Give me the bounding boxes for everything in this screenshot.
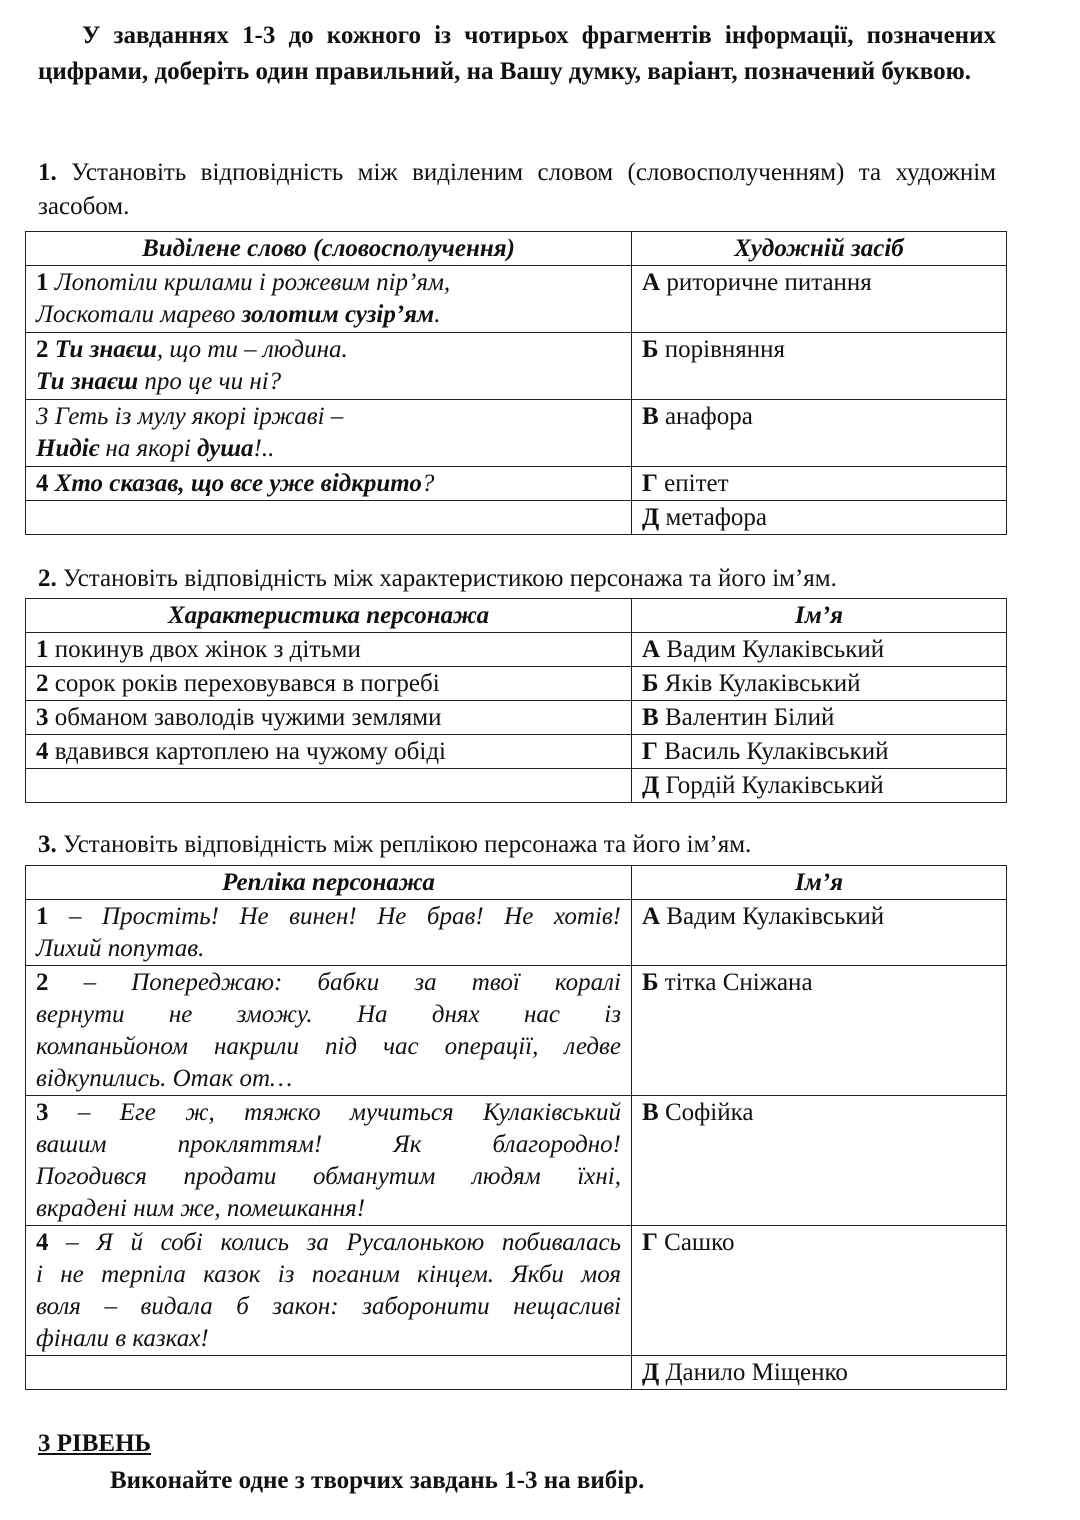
characteristic-cell: 3 обманом заволодів чужими землями (26, 701, 632, 735)
fragment-cell: 2 Ти знаєш, що ти – людина. Ти знаєш про це чи ні? (26, 333, 632, 400)
option-cell: А Вадим Кулаківський (632, 633, 1007, 667)
empty-cell (26, 769, 632, 803)
table-row (26, 1356, 1007, 1390)
table-row (26, 1096, 1007, 1226)
instructions-paragraph: У завданнях 1-3 до кожного із чотирьох фрагментів інформації, позначених цифрами, доберіть один правильний, на Вашу думку, варіант, позначений буквою. (38, 22, 996, 85)
table-header-row (26, 232, 1007, 266)
table-row (26, 266, 1007, 333)
option-cell: Г Сашко (632, 1226, 1007, 1356)
characteristic-cell: 2 сорок років переховувався в погребі (26, 667, 632, 701)
table-row (26, 966, 1007, 1096)
quote-cell: 3 – Еге ж, тяжко мучиться Кулаківський вашим прокляттям! Як благородно! Погодився продати обманутим людям їхні, вкрадені ним же, помешкання! (26, 1096, 632, 1226)
column-header: Репліка персонажа (26, 866, 632, 900)
table-row (26, 333, 1007, 400)
question-3-table (25, 865, 1007, 1390)
question-1-number: 1. (38, 159, 57, 186)
option-cell: Д Данило Міщенко (632, 1356, 1007, 1390)
level-heading: 3 РІВЕНЬ (38, 1430, 152, 1457)
column-header: Ім’я (632, 866, 1007, 900)
option-cell: Б тітка Сніжана (632, 966, 1007, 1096)
table-header-row (26, 866, 1007, 900)
column-header: Характеристика персонажа (26, 599, 632, 633)
option-cell: Б Яків Кулаківський (632, 667, 1007, 701)
table-row (26, 900, 1007, 966)
table-row (26, 667, 1007, 701)
question-1-table (25, 231, 1007, 535)
question-1-text: Установіть відповідність між виділеним словом (словосполученням) та художнім засобом. (38, 159, 997, 220)
quote-cell: 1 – Простіть! Не винен! Не брав! Не хотів! Лихий попутав. (26, 900, 632, 966)
table-row (26, 769, 1007, 803)
table-header-row (26, 599, 1007, 633)
empty-cell (26, 1356, 632, 1390)
table-row (26, 467, 1007, 501)
quote-cell: 4 – Я й собі колись за Русалонькою побивалась і не терпіла казок із поганим кінцем. Якби моя воля – видала б закон: заборонити нещасливі фінали в казках! (26, 1226, 632, 1356)
question-2-text: Установіть відповідність між характеристикою персонажа та його ім’ям. (63, 565, 837, 592)
column-header: Виділене слово (словосполучення) (26, 232, 632, 266)
option-cell: Г Василь Кулаківський (632, 735, 1007, 769)
option-cell: А Вадим Кулаківський (632, 900, 1007, 966)
option-cell: В Валентин Білий (632, 701, 1007, 735)
table-row (26, 501, 1007, 535)
option-cell: Д метафора (632, 501, 1007, 535)
option-cell: Г епітет (632, 467, 1007, 501)
option-cell: В анафора (632, 400, 1007, 467)
fragment-cell: 1 Лопотіли крилами і рожевим пір’ям, Лоскотали марево золотим сузір’ям. (26, 266, 632, 333)
question-3-text: Установіть відповідність між реплікою персонажа та його ім’ям. (63, 831, 752, 858)
option-cell: В Софійка (632, 1096, 1007, 1226)
option-cell: А риторичне питання (632, 266, 1007, 333)
question-2-table (25, 598, 1007, 803)
fragment-cell: 3 Геть із мулу якорі іржаві – Нидіє на якорі душа!.. (26, 400, 632, 467)
table-row (26, 633, 1007, 667)
creative-task-instruction: Виконайте одне з творчих завдань 1-3 на вибір. (110, 1467, 645, 1494)
fragment-cell: 4 Хто сказав, що все уже відкрито? (26, 467, 632, 501)
question-1-heading (38, 156, 996, 224)
option-cell: Б порівняння (632, 333, 1007, 400)
question-2-heading (38, 562, 996, 596)
question-3-heading (38, 828, 996, 862)
question-2-number: 2. (38, 565, 57, 592)
table-row (26, 1226, 1007, 1356)
table-row (26, 400, 1007, 467)
table-row (26, 735, 1007, 769)
table-row (26, 701, 1007, 735)
option-cell: Д Гордій Кулаківський (632, 769, 1007, 803)
quote-cell: 2 – Попереджаю: бабки за твої коралі вернути не зможу. На днях нас із компаньйоном накрили під час операції, ледве відкупились. Отак от… (26, 966, 632, 1096)
column-header: Художній засіб (632, 232, 1007, 266)
column-header: Ім’я (632, 599, 1007, 633)
characteristic-cell: 4 вдавився картоплею на чужому обіді (26, 735, 632, 769)
empty-cell (26, 501, 632, 535)
question-3-number: 3. (38, 831, 57, 858)
characteristic-cell: 1 покинув двох жінок з дітьми (26, 633, 632, 667)
